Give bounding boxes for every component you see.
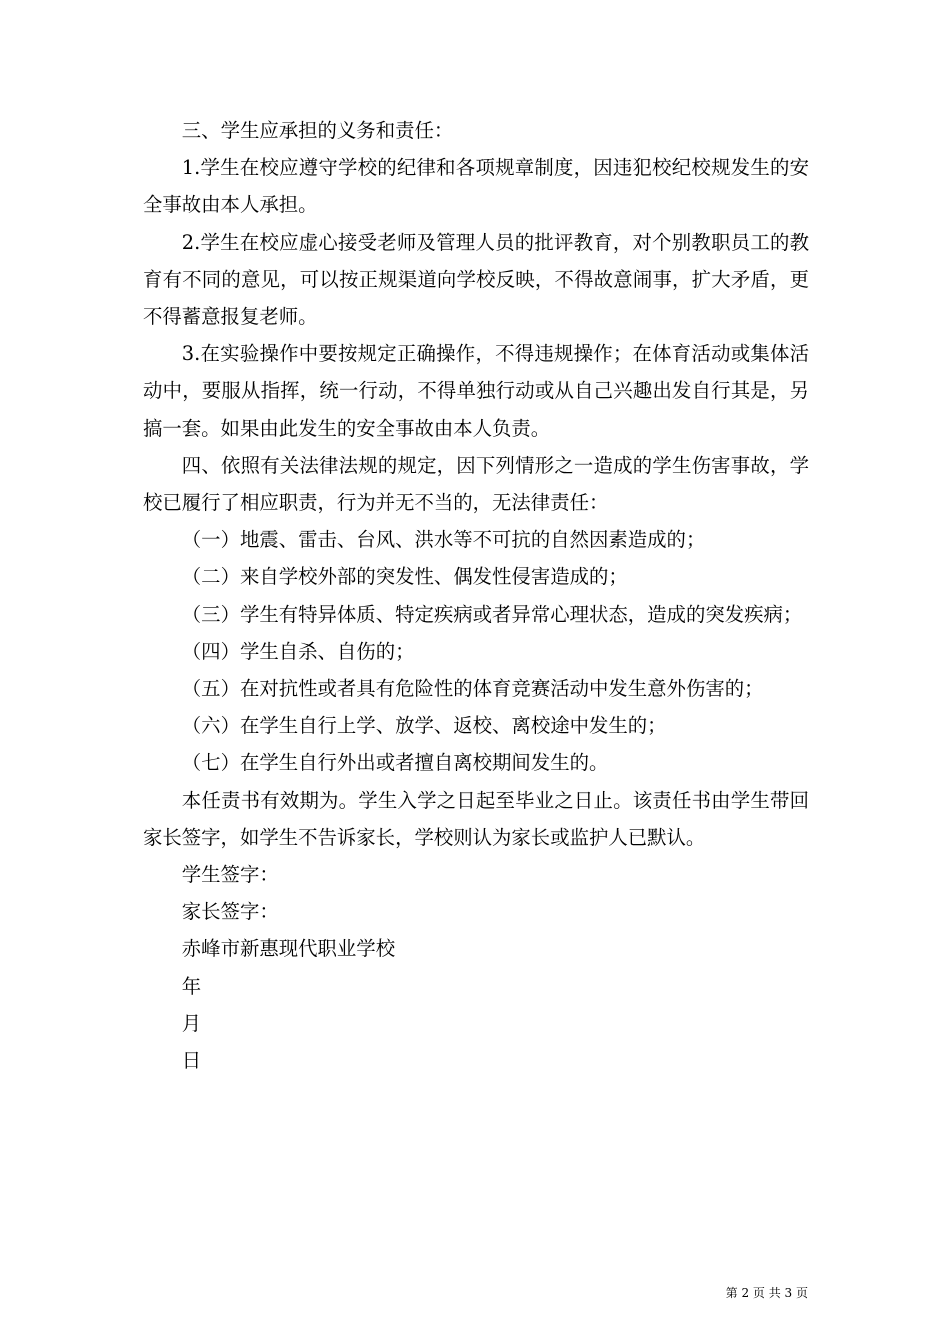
section-heading-three: 三、学生应承担的义务和责任： <box>181 119 454 142</box>
list-item-6: （六）在学生自行上学、放学、返校、离校途中发生的； <box>181 714 667 738</box>
list-item-2: （二）来自学校外部的突发性、偶发性侵害造成的； <box>181 565 628 589</box>
date-month-label: 月 <box>181 1011 202 1035</box>
list-item-7: （七）在学生自行外出或者擅自离校期间发生的。 <box>181 751 609 775</box>
document-body <box>143 112 809 1079</box>
paragraph-duty-2: 2.学生在校应虚心接受老师及管理人员的批评教育，对个别教职员工的教育有不同的意见，可以按正规渠道向学校反映，不得故意闹事，扩大矛盾，更不得蓄意报复老师。 <box>143 230 809 329</box>
list-item-3: （三）学生有特异体质、特定疾病或者异常心理状态，造成的突发疾病； <box>181 602 803 626</box>
list-item-1: （一）地震、雷击、台风、洪水等不可抗的自然因素造成的； <box>181 528 706 552</box>
paragraph-duty-3: 3.在实验操作中要按规定正确操作，不得违规操作；在体育活动或集体活动中，要服从指挥，统一行动，不得单独行动或从自己兴趣出发自行其是，另搞一套。如果由此发生的安全事故由本人负责。 <box>143 342 809 440</box>
page-number-footer: 第 2 页 共 3 页 <box>725 1286 808 1300</box>
section-heading-four: 四、依照有关法律法规的规定，因下列情形之一造成的学生伤害事故，学校已履行了相应职责，行为并无不当的，无法律责任： <box>143 453 809 515</box>
validity-paragraph: 本任责书有效期为。学生入学之日起至毕业之日止。该责任书由学生带回家长签字，如学生不告诉家长，学校则认为家长或监护人已默认。 <box>143 788 809 849</box>
school-name: 赤峰市新惠现代职业学校 <box>181 937 396 961</box>
date-day-label: 日 <box>181 1049 202 1073</box>
list-item-5: （五）在对抗性或者具有危险性的体育竞赛活动中发生意外伤害的； <box>181 677 764 701</box>
paragraph-duty-1: 1.学生在校应遵守学校的纪律和各项规章制度，因违犯校纪校规发生的安全事故由本人承担。 <box>143 156 809 217</box>
parent-signature-label: 家长签字： <box>181 900 279 924</box>
date-year-label: 年 <box>181 974 202 998</box>
list-item-4: （四）学生自杀、自伤的； <box>181 639 415 663</box>
student-signature-label: 学生签字： <box>181 863 279 887</box>
